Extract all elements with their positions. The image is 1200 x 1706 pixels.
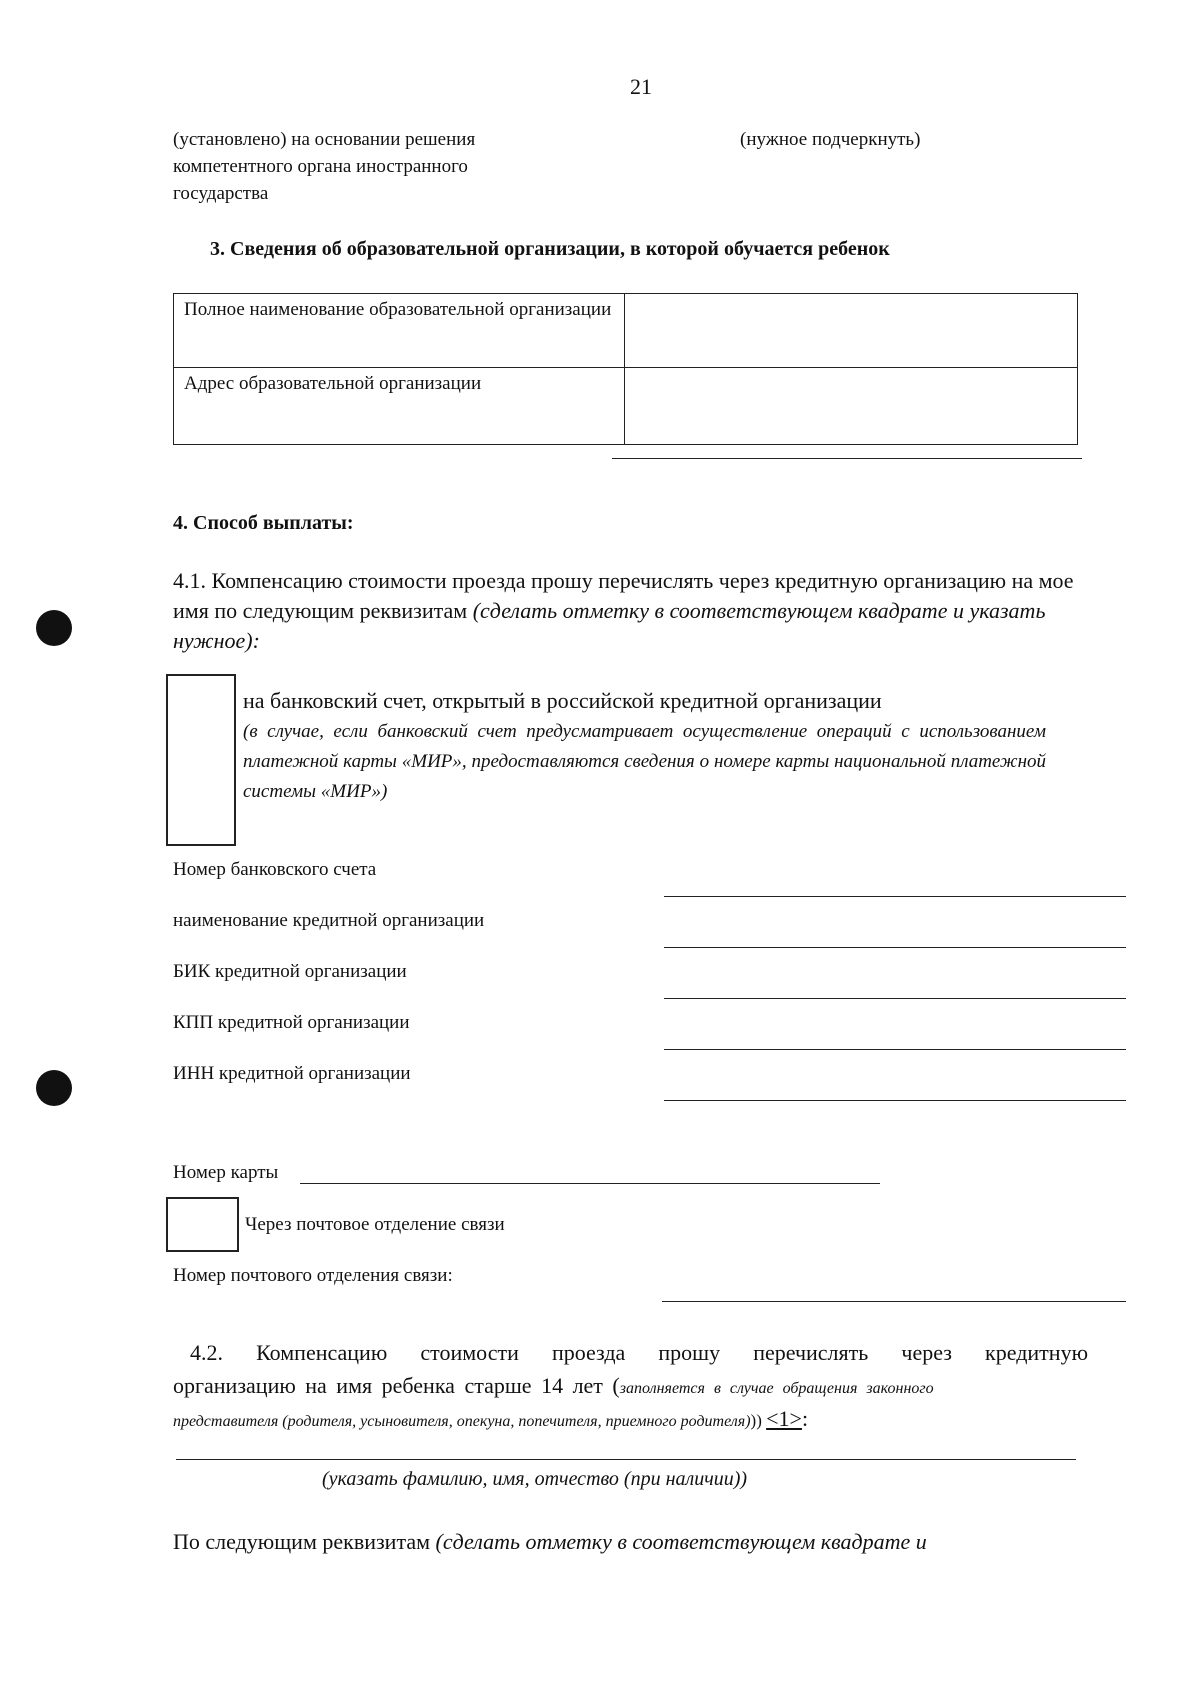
paragraph-4-2-line2: [173, 1371, 1093, 1404]
p42-word: прошу: [658, 1340, 721, 1365]
kpp-field[interactable]: [664, 1049, 1126, 1050]
card-number-field[interactable]: [300, 1183, 880, 1184]
kpp-label: КПП кредитной организации: [173, 1012, 410, 1033]
org-name-label: Полное наименование образовательной организации: [174, 294, 625, 368]
paragraph-4-1-text: 4.1. Компенсацию стоимости проезда прошу перечислять через кредитную организацию на мое имя по следующим реквизитам: [173, 568, 1074, 623]
top-left-text: [173, 126, 593, 207]
section3-heading: 3. Сведения об образовательной организации, в которой обучается ребенок: [210, 238, 890, 260]
table-row: [174, 368, 1078, 445]
p42-word: кредитную: [985, 1340, 1088, 1365]
post-office-checkbox[interactable]: [166, 1197, 239, 1252]
punch-hole-top: [36, 610, 72, 646]
child-name-caption: (указать фамилию, имя, отчество (при наличии)): [322, 1468, 748, 1490]
table-underline: [612, 458, 1082, 459]
table-row: [174, 294, 1078, 368]
bank-option-title: на банковский счет, открытый в российской кредитной организации: [243, 688, 882, 713]
account-number-label: Номер банковского счета: [173, 859, 377, 880]
p42-line3-hint: представителя (родителя, усыновителя, опекуна, попечителя, приемного родителя): [173, 1413, 751, 1430]
underline-hint: (нужное подчеркнуть): [740, 129, 921, 150]
post-office-option: Через почтовое отделение связи: [245, 1214, 505, 1235]
post-number-field[interactable]: [662, 1301, 1126, 1302]
bank-name-field[interactable]: [664, 947, 1126, 948]
section4-heading: 4. Способ выплаты:: [173, 512, 354, 534]
top-left-line: компетентного органа иностранного: [173, 156, 468, 177]
next-paragraph: [173, 1527, 927, 1557]
post-number-label: Номер почтового отделения связи:: [173, 1265, 453, 1286]
bank-option-note: (в случае, если банковский счет предусматривает осуществление операций с использованием платежной карты «МИР», предоставляются сведения о номере карты национальной платежной системы «МИР»): [243, 721, 1046, 802]
p42-word: через: [901, 1340, 952, 1365]
card-number-label: Номер карты: [173, 1162, 279, 1183]
next-paragraph-hint: (сделать отметку в соответствующем квадрате и: [435, 1529, 927, 1554]
next-paragraph-text: По следующим реквизитам: [173, 1529, 436, 1554]
top-left-line: государства: [173, 183, 269, 204]
bank-name-label: наименование кредитной организации: [173, 910, 485, 931]
paragraph-4-1: [173, 566, 1108, 656]
p42-line2-hint: заполняется в случае обращения законного: [619, 1380, 934, 1397]
punch-hole-bottom: [36, 1070, 72, 1106]
paragraph-4-1-hint: (сделать отметку в соответствующем квадрате и указать нужное):: [173, 598, 1046, 653]
p42-word: стоимости: [420, 1340, 519, 1365]
page-number: 21: [630, 74, 652, 99]
org-address-label: Адрес образовательной организации: [174, 368, 625, 445]
p42-colon: :: [801, 1406, 809, 1431]
paragraph-4-2-line1: [190, 1338, 1088, 1368]
bik-field[interactable]: [664, 998, 1126, 999]
child-name-field[interactable]: [176, 1459, 1076, 1460]
account-number-field[interactable]: [664, 896, 1126, 897]
footnote-link[interactable]: <1>: [766, 1406, 802, 1431]
org-address-value[interactable]: [625, 368, 1078, 445]
org-name-value[interactable]: [625, 294, 1078, 368]
bik-label: БИК кредитной организации: [173, 961, 407, 982]
p42-word: перечислять: [753, 1340, 869, 1365]
p42-line3-tail: )): [750, 1411, 767, 1430]
paragraph-4-2-line3: [173, 1404, 808, 1437]
p42-line2-text: организацию на имя ребенка старше 14 лет (: [173, 1373, 620, 1398]
inn-label: ИНН кредитной организации: [173, 1063, 411, 1084]
p42-word: проезда: [551, 1340, 626, 1365]
top-left-line: (установлено) на основании решения: [173, 129, 476, 150]
p42-word: Компенсацию: [256, 1340, 388, 1365]
bank-account-checkbox[interactable]: [166, 674, 236, 846]
inn-field[interactable]: [664, 1100, 1126, 1101]
education-org-table: [173, 293, 1078, 445]
p42-word: 4.2.: [190, 1340, 223, 1365]
